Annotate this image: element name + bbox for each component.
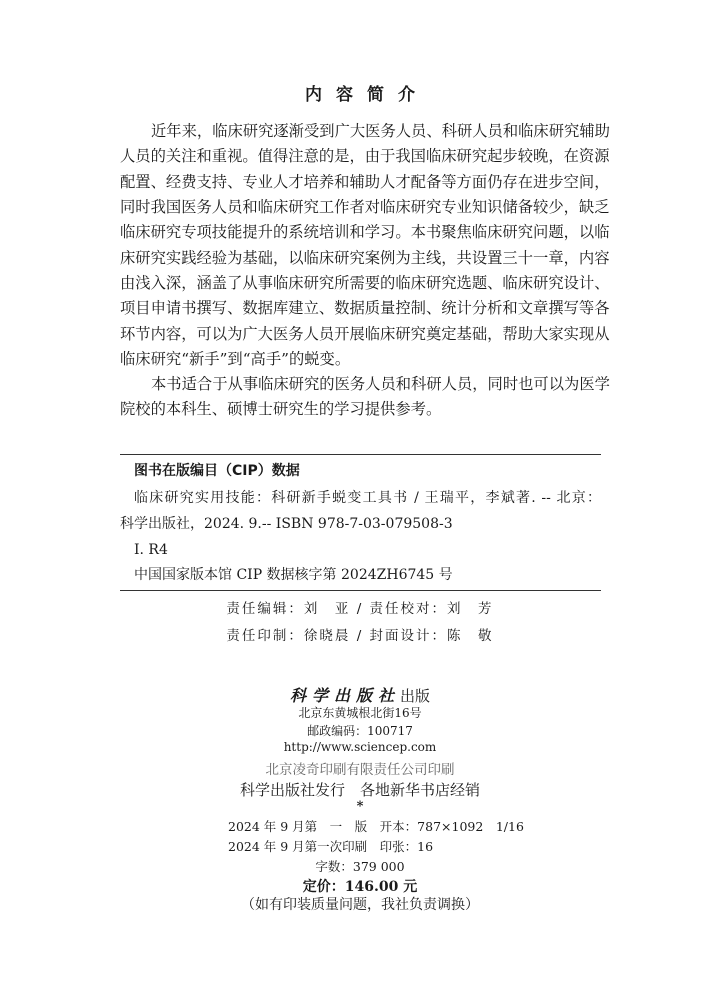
summary-line: 本书适合于从事临床研究的医务人员和科研人员，同时也可以为医学 [151, 375, 610, 393]
cip-line: Ⅰ. R4 [134, 542, 168, 558]
quality-notice: （如有印装质量问题，我社负责调换） [241, 897, 479, 913]
printing-info: 2024 年 9 月第一次印刷 印张：16 [228, 839, 434, 854]
cip-line: 临床研究实用技能：科研新手蜕变工具书 / 王瑞平，李斌著. -- 北京： [134, 490, 601, 506]
publish-label: 出版 [400, 687, 431, 705]
publisher-address: 北京东黄城根北街16号 [298, 706, 422, 720]
edition-info: 2024 年 9 月第 一 版 开本：787×1092 1/16 [228, 819, 524, 834]
summary-line: 院校的本科生、硕博士研究生的学习提供参考。 [120, 400, 442, 418]
summary-line: 床研究实践经验为基础，以临床研究案例为主线，共设置三十一章，内容 [120, 249, 610, 267]
publisher-title [0, 683, 720, 706]
publisher-postcode: 邮政编码：100717 [307, 724, 413, 738]
distribution: 科学出版社发行 各地新华书店经销 [239, 781, 480, 799]
summary-line: 近年来，临床研究逐渐受到广大医务人员、科研人员和临床研究辅助 [151, 122, 610, 140]
summary-line: 环节内容，可以为广大医务人员开展临床研究奠定基础，帮助大家实现从 [120, 325, 610, 343]
price: 定价：146.00 元 [302, 879, 418, 895]
printer: 北京凌奇印刷有限责任公司印刷 [265, 762, 455, 778]
cip-line: 中国国家版本馆 CIP 数据核字第 2024ZH6745 号 [134, 567, 453, 583]
word-count: 字数：379 000 [315, 859, 405, 874]
divider [120, 454, 601, 455]
summary-line: 人员的关注和重视。值得注意的是，由于我国临床研究起步较晚，在资源 [120, 147, 610, 165]
summary-line: 配置、经费支持、专业人才培养和辅助人才配备等方面仍存在进步空间， [120, 173, 610, 191]
cip-heading: 图书在版编目（CIP）数据 [134, 463, 300, 479]
summary-line: 由浅入深，涵盖了从事临床研究所需要的临床研究选题、临床研究设计、 [120, 274, 610, 292]
publisher-url: http://www.sciencep.com [283, 740, 437, 754]
publisher-logo: 科学出版社 [289, 686, 400, 705]
separator-star: * [356, 799, 364, 814]
summary-line: 同时我国医务人员和临床研究工作者对临床研究专业知识储备较少，缺乏 [120, 198, 610, 216]
editors-line: 责任印制：徐晓晨 / 封面设计：陈 敬 [226, 628, 494, 644]
page-title: 内容简介 [305, 85, 429, 105]
cip-line: 科学出版社，2024. 9.-- ISBN 978-7-03-079508-3 [120, 516, 453, 532]
summary-line: 项目申请书撰写、数据库建立、数据质量控制、统计分析和文章撰写等各 [120, 299, 610, 317]
summary-line: 临床研究专项技能提升的系统培训和学习。本书聚焦临床研究问题，以临 [120, 223, 610, 241]
summary-line: 临床研究“新手”到“高手”的蜕变。 [120, 350, 351, 368]
divider [120, 590, 601, 591]
editors-line: 责任编辑：刘 亚 / 责任校对：刘 芳 [226, 601, 494, 617]
